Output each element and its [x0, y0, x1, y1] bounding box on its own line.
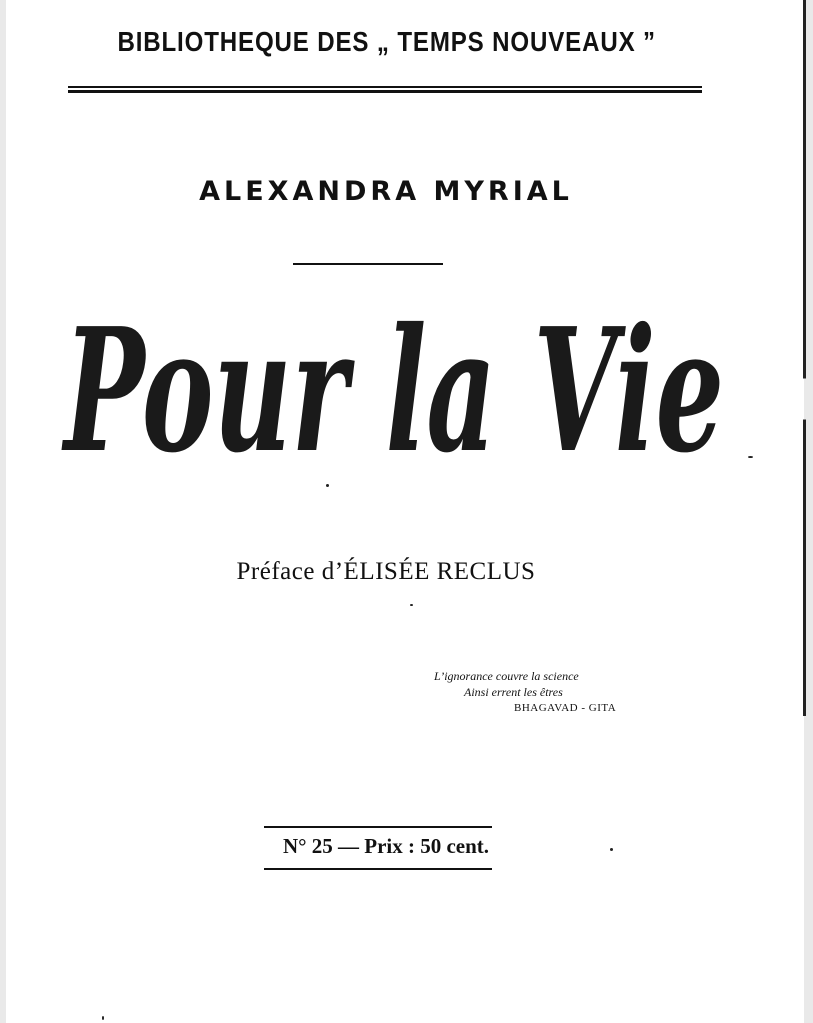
book-title-text: Pour la Vie: [61, 291, 725, 480]
scan-edge: [803, 0, 806, 1023]
cover-page: [6, 0, 804, 1023]
book-title: [44, 270, 744, 480]
print-speck: [748, 456, 753, 458]
header-double-rule: [68, 86, 702, 93]
issue-price: N° 25 — Prix : 50 cent.: [282, 834, 490, 858]
author-name: ALEXANDRA MYRIAL: [199, 176, 573, 207]
price-top-rule: [264, 826, 492, 828]
epigraph: [414, 668, 654, 716]
print-speck: [410, 604, 413, 606]
price-bottom-rule: [264, 868, 492, 870]
epigraph-source: BHAGAVAD - GITA: [514, 702, 617, 714]
book-title-lettering: [44, 270, 744, 480]
epigraph-line-1: L’ignorance couvre la science: [434, 669, 579, 683]
print-speck: [326, 484, 329, 487]
print-speck: [102, 1016, 104, 1020]
preface-credit: Préface d’ÉLISÉE RECLUS: [236, 558, 536, 585]
author-rule: [293, 263, 443, 265]
series-title: BIBLIOTHEQUE DES „ TEMPS NOUVEAUX ”: [117, 26, 656, 57]
epigraph-line-2: Ainsi errent les êtres: [464, 685, 563, 699]
print-speck: [610, 848, 613, 851]
